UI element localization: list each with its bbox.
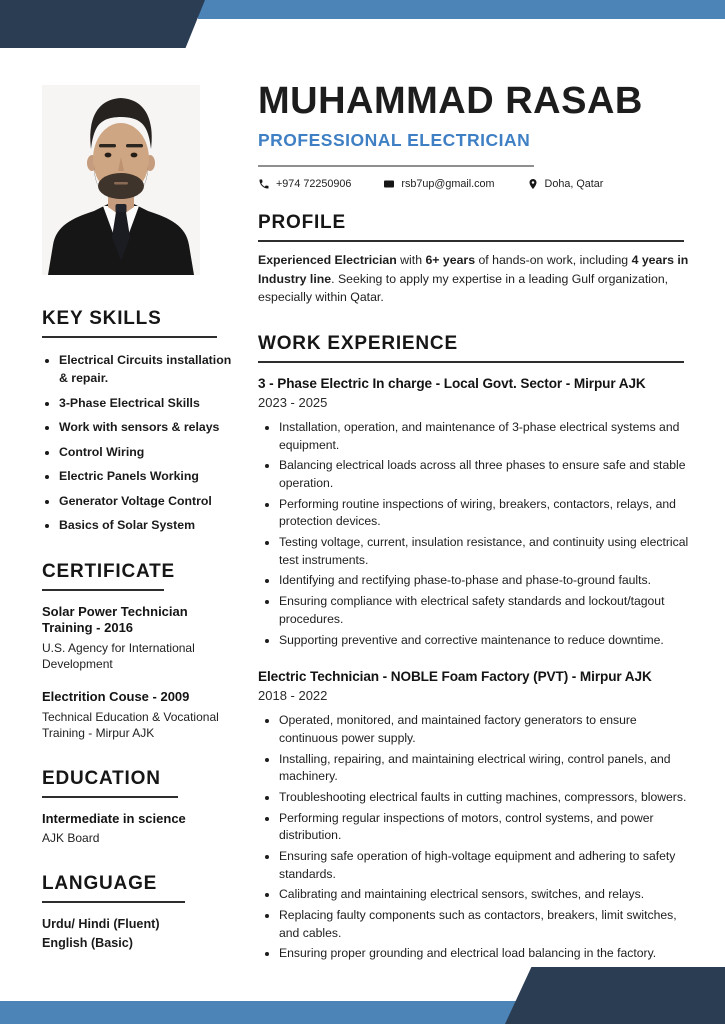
job-bullet: • Balancing electrical loads across all three phases to ensure safe and stable operation. [279,457,690,492]
job-bullets [258,712,690,963]
skill-item: • Electrical Circuits installation & repair. [59,351,238,388]
top-blue-band [198,0,725,19]
job-bullet: • Supporting preventive and corrective maintenance to reduce downtime. [279,632,690,650]
job-bullet: • Performing regular inspections of motors, control systems, and power distribution. [279,810,690,845]
skill-item: • Generator Voltage Control [59,492,238,510]
job-bullet: • Replacing faulty components such as contactors, breakers, limit switches, and cables. [279,907,690,942]
certificate-entry [42,689,238,741]
main-column [258,82,690,966]
contact-location [527,178,604,190]
job-bullet: • Identifying and rectifying phase-to-phase and phase-to-ground faults. [279,572,690,590]
key-skills-heading: KEY SKILLS [42,308,162,329]
job-bullet: • Installing, repairing, and maintaining electrical wiring, control panels, and machinery. [279,751,690,786]
certificate-title: Solar Power Technician Training - 2016 [42,603,188,636]
education-rule [42,796,178,798]
job-bullet: • Performing routine inspections of wiring, breakers, contactors, relays, and protection devices. [279,496,690,531]
bottom-blue-band [0,1001,522,1024]
job-bullet: • Troubleshooting electrical faults in cutting machines, compressors, blowers. [279,789,690,807]
text-segment: Experienced Electrician [258,252,397,267]
envelope-icon [383,178,395,190]
work-experience-heading: WORK EXPERIENCE [258,332,458,354]
job-entry [258,376,690,649]
text-segment: . Seeking to apply my expertise in a leading Gulf organization, especially within Qatar. [258,271,669,305]
key-skills-rule [42,336,217,338]
job-title: 3 - Phase Electric In charge - Local Govt. Sector - Mirpur AJK [258,375,646,391]
phone-text: +974 72250906 [276,177,352,190]
sidebar [42,85,238,953]
certificate-section [42,561,238,742]
job-bullet: • Ensuring compliance with electrical safety standards and lockout/tagout procedures. [279,593,690,628]
profile-photo [42,85,200,275]
job-dates: 2018 - 2022 [258,688,328,704]
job-title: Electric Technician - NOBLE Foam Factory (PVT) - Mirpur AJK [258,669,652,685]
certificate-org: U.S. Agency for International Development [42,641,195,671]
language-section [42,873,238,953]
phone-icon [258,178,270,190]
education-entry [42,811,238,847]
location-text: Doha, Qatar [544,177,604,190]
job-bullets [258,419,690,649]
language-rule [42,901,185,903]
education-section [42,768,238,847]
education-heading: EDUCATION [42,767,161,789]
job-bullet: • Testing voltage, current, insulation resistance, and continuity using electrical test instruments. [279,534,690,569]
bottom-navy-band [505,967,725,1024]
work-experience-section [258,333,690,963]
key-skills-list [42,351,238,535]
language-list [42,915,238,953]
profile-paragraph [258,251,690,307]
contact-phone [258,178,351,190]
contact-row [258,178,690,190]
work-experience-rule [258,361,684,363]
certificate-entry [42,604,238,673]
profile-section [258,212,690,307]
key-skills-section [42,308,238,535]
job-bullet: • Installation, operation, and maintenance of 3-phase electrical systems and equipment. [279,419,690,454]
job-bullet: • Calibrating and maintaining electrical sensors, switches, and relays. [279,886,690,904]
location-pin-icon [527,178,539,190]
job-dates: 2023 - 2025 [258,394,328,410]
job-bullet: • Operated, monitored, and maintained factory generators to ensure continuous power supply. [279,712,690,747]
portrait-illustration [42,85,200,275]
skill-item: • 3-Phase Electrical Skills [59,394,238,412]
profile-rule [258,240,684,242]
certificate-rule [42,589,164,591]
certificate-heading: CERTIFICATE [42,560,175,582]
language-heading: LANGUAGE [42,873,158,895]
job-bullet: • Ensuring safe operation of high-voltage equipment and adhering to safety standards. [279,848,690,883]
contact-email [383,178,494,190]
top-navy-band [0,0,205,48]
skill-item: • Electric Panels Working [59,467,238,485]
skill-item: • Basics of Solar System [59,516,238,534]
text-segment: with [396,252,426,267]
header-divider [258,165,534,167]
text-segment: 4 years in Industry line [258,252,689,286]
job-entry [258,669,690,963]
email-text: rsb7up@gmail.com [401,177,495,190]
candidate-name: MUHAMMAD RASAB [258,80,643,122]
text-segment: of hands-on work, including [475,252,632,267]
education-board: AJK Board [42,831,100,846]
skill-item: • Control Wiring [59,443,238,461]
education-degree: Intermediate in science [42,810,186,826]
candidate-title: PROFESSIONAL ELECTRICIAN [258,129,531,150]
certificate-title: Electrition Couse - 2009 [42,689,190,705]
language-item: English (Basic) [42,935,133,950]
certificate-org: Technical Education & Vocational Training - Mirpur AJK [42,710,219,740]
skill-item: • Work with sensors & relays [59,418,238,436]
job-bullet: • Ensuring proper grounding and electrical load balancing in the factory. [279,945,690,963]
language-item: Urdu/ Hindi (Fluent) [42,917,160,932]
profile-heading: PROFILE [258,211,346,233]
text-segment: 6+ years [425,252,476,267]
